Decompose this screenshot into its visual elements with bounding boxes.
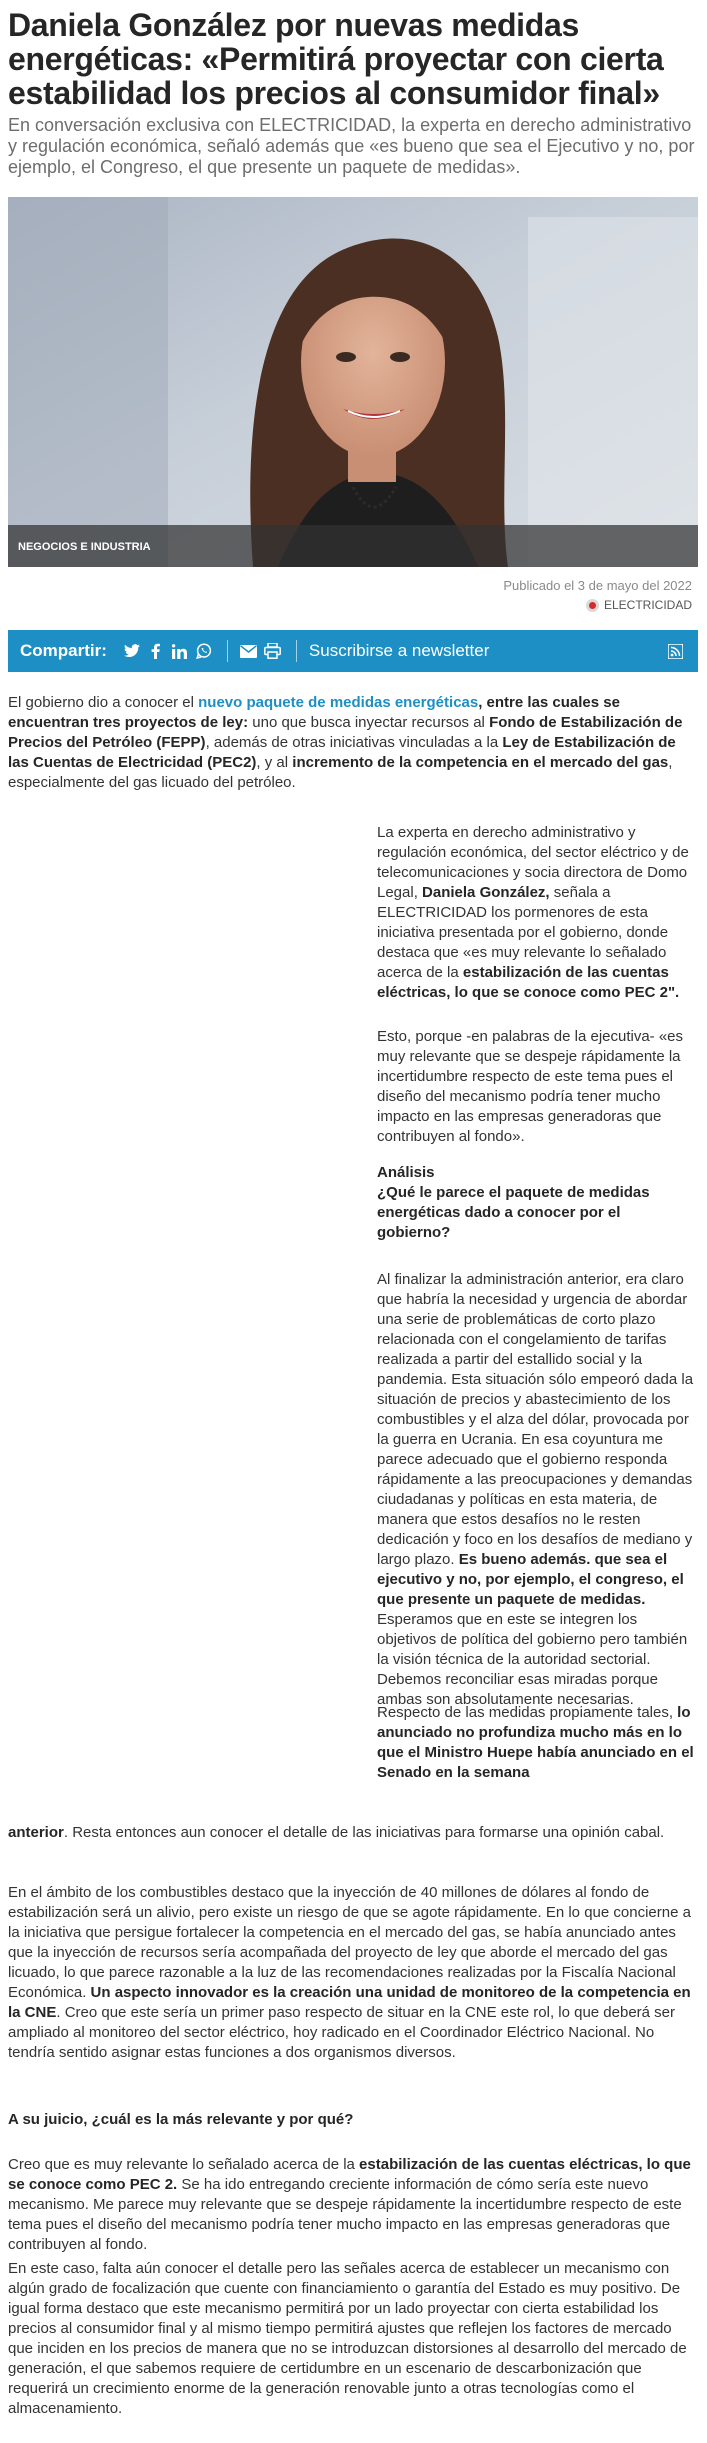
linkedin-icon[interactable] — [169, 640, 191, 662]
medidas-link[interactable]: nuevo paquete de medidas energéticas — [198, 694, 479, 711]
paragraph-quote: Esto, porque -en palabras de la ejecutiva- «es muy relevante que se despeje rápidamente la incertidumbre respecto de este tema pues el diseño del mecanismo podría tener mucho impacto en las empresas generadoras que contribuyen al fondo». — [377, 1028, 684, 1145]
share-label: Compartir: — [20, 641, 107, 660]
paragraph-measures: Respecto de las medidas propiamente tales, lo anunciado no profundiza mucho más en lo que el Ministro Huepe había anunciado en el Senado en la semana — [377, 1704, 694, 1781]
email-icon[interactable] — [238, 640, 260, 662]
source-name: ELECTRICIDAD — [603, 598, 692, 612]
source-logo-icon — [586, 599, 599, 612]
facebook-icon[interactable] — [145, 640, 167, 662]
paragraph-answer-2: Creo que es muy relevante lo señalado acerca de la estabilización de las cuentas eléctricas, lo que se conoce como PEC 2. Se ha ido entregando creciente información de cómo sería este nuevo mecanismo. Me parece muy relevante que se despeje rápidamente la incertidumbre respecto de este tema pues el diseño del mecanismo podría tener mucho impacto en las empresas generadoras que contribuyen al fondo. — [8, 2156, 691, 2253]
rss-icon[interactable] — [664, 640, 686, 662]
share-divider — [296, 640, 297, 662]
paragraph-answer-1: Al finalizar la administración anterior, era claro que habría la necesidad y urgencia de abordar una serie de problemáticas de corto plazo relacionada con el congelamiento de tarifas realizada a partir del estallido social y la pandemia. Esta situación sólo empeoró dada la situación de precios y abastecimiento de los combustibles y el alza del dólar, provocada por la guerra en Ucrania. En esa coyuntura me parece adecuado que el gobierno responda rápidamente a las preocupaciones y demandas ciudadanas y políticas en esta materia, de manera que estos desafíos no le resten dedicación y foco en los desafíos de mediano y largo plazo. Es bueno además. que sea el ejecutivo y no, por ejemplo, el congreso, el que presente un paquete de medidas. Esperamos que en este se integren los objetivos de política del gobierno pero también la visión técnica de la autoridad sectorial. Debemos reconciliar esas miradas porque ambas son absolutamente necesarias. — [377, 1271, 694, 1708]
portrait-photo — [8, 197, 698, 567]
share-divider — [227, 640, 228, 662]
whatsapp-icon[interactable] — [193, 640, 215, 662]
paragraph-intro-expert: La experta en derecho administrativo y regulación económica, del sector eléctrico y de telecomunicaciones y socia directora de Domo Legal, Daniela González, señala a ELECTRICIDAD los pormenores de esta iniciativa presentada por el gobierno, donde destaca que «es muy relevante lo señalado acerca de la estabilización de las cuentas eléctricas, lo que se conoce como PEC 2". — [377, 824, 689, 1001]
question-heading: A su juicio, ¿cuál es la más relevante y por qué? — [8, 2111, 354, 2128]
paragraph-intro: El gobierno dio a conocer el nuevo paquete de medidas energéticas, entre las cuales se encuentran tres proyectos de ley: uno que busca inyectar recursos al Fondo de Estabilización de Precios del Petróleo (FEPP), además de otras iniciativas vinculadas a la Ley de Estabilización de las Cuentas de Electricidad (PEC2), y al incremento de la competencia en el mercado del gas, especialmente del gas licuado del petróleo. — [8, 694, 683, 791]
share-bar — [8, 630, 698, 672]
category-tag[interactable]: NEGOCIOS E INDUSTRIA — [18, 541, 151, 553]
twitter-icon[interactable] — [121, 640, 143, 662]
newsletter-link[interactable]: Suscribirse a newsletter — [308, 641, 490, 660]
publish-date: Publicado el 3 de mayo del 2022 — [503, 578, 692, 593]
analysis-heading: Análisis ¿Qué le parece el paquete de medidas energéticas dado a conocer por el gobierno? — [377, 1164, 650, 1241]
article-title: Daniela González por nuevas medidas energéticas: «Permitirá proyectar con cierta estabilidad los precios al consumidor final» — [8, 7, 664, 111]
print-icon[interactable] — [262, 640, 284, 662]
hero-image — [8, 197, 698, 567]
publication-source[interactable] — [586, 598, 692, 612]
article-subtitle: En conversación exclusiva con ELECTRICIDAD, la experta en derecho administrativo y regulación económica, señaló además que «es bueno que sea el Ejecutivo y no, por ejemplo, el Congreso, el que presente un paquete de medidas». — [8, 115, 695, 177]
paragraph-fuels: En el ámbito de los combustibles destaco que la inyección de 40 millones de dólares al fondo de estabilización será un alivio, pero existe un riesgo de que se agote rápidamente. En lo que concierne a la iniciativa que persigue fortalecer la competencia en el mercado del gas, se había anunciado antes que la inyección de recursos sería acompañada del proyecto de ley que aborde el mercado del gas licuado, lo que parece razonable a la luz de las recomendaciones realizadas por la Fiscalía Nacional Económica. Un aspecto innovador es la creación una unidad de monitoreo de la competencia en la CNE. Creo que este sería un primer paso respecto de situar en la CNE este rol, lo que deberá ser ampliado al monitoreo del sector eléctrico, hoy radicado en el Coordinador Eléctrico Nacional. No tendría sentido asignar estas funciones a dos organismos diversos. — [8, 1884, 691, 2061]
paragraph-closing: En este caso, falta aún conocer el detalle pero las señales acerca de establecer un mecanismo con algún grado de focalización que cuente con financiamiento o garantía del Estado es muy positivo. De igual forma destaco que este mecanismo permitirá por un lado proyectar con cierta estabilidad los precios al consumidor final y al mismo tiempo permitirá ajustes que reflejen los factores de mercado que inciden en los precios de manera que no se introduzcan distorsiones al desarrollo del mercado de generación, el que sabemos requiere de certidumbre en un escenario de descarbonización que requerirá un crecimiento enorme de la generación renovable junto a otras tecnologías como el almacenamiento. — [8, 2260, 687, 2417]
paragraph-measures-cont: anterior. Resta entonces aun conocer el detalle de las iniciativas para formarse una opinión cabal. — [8, 1824, 665, 1841]
